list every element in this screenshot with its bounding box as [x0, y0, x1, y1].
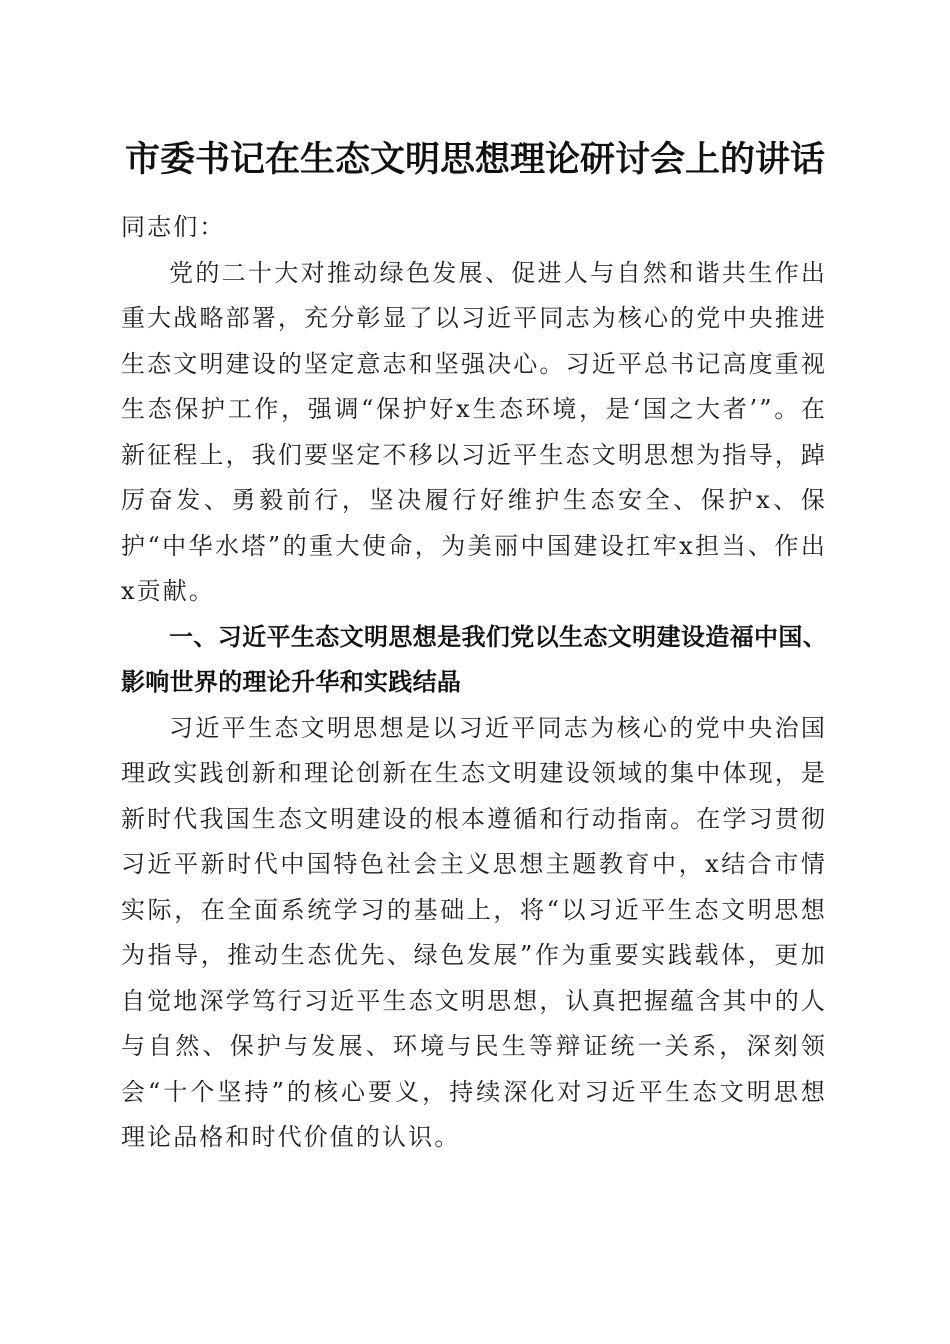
salutation: 同志们：: [121, 213, 226, 241]
document-body: [121, 205, 827, 1161]
section-paragraph-1: 习近平生态文明思想是以习近平同志为核心的党中央治国理政实践创新和理论创新在生态文明建设领域的集中体现，是新时代我国生态文明建设的根本遵循和行动指南。在学习贯彻习近平新时代中国特色社会主义思想主题教育中，x结合市情实际，在全面系统学习的基础上，将“以习近平生态文明思想为指导，推动生态优先、绿色发展”作为重要实践载体，更加自觉地深学笃行习近平生态文明思想，认真把握蕴含其中的人与自然、保护与发展、环境与民生等辩证统一关系，深刻领会“十个坚持”的核心要义，持续深化对习近平生态文明思想理论品格和时代价值的认识。: [121, 713, 827, 1151]
document-title: 市委书记在生态文明思想理论研讨会上的讲话: [124, 139, 825, 180]
intro-paragraph: 党的二十大对推动绿色发展、促进人与自然和谐共生作出重大战略部署，充分彰显了以习近平同志为核心的党中央推进生态文明建设的坚定意志和坚强决心。习近平总书记高度重视生态保护工作，强调“保护好x生态环境，是‘国之大者’”。在新征程上，我们要坚定不移以习近平生态文明思想为指导，踔厉奋发、勇毅前行，坚决履行好维护生态安全、保护x、保护“中华水塔”的重大使命，为美丽中国建设扛牢x担当、作出x贡献。: [121, 258, 827, 605]
section-heading-1: 一、习近平生态文明思想是我们党以生态文明建设造福中国、影响世界的理论升华和实践结晶: [121, 622, 827, 696]
